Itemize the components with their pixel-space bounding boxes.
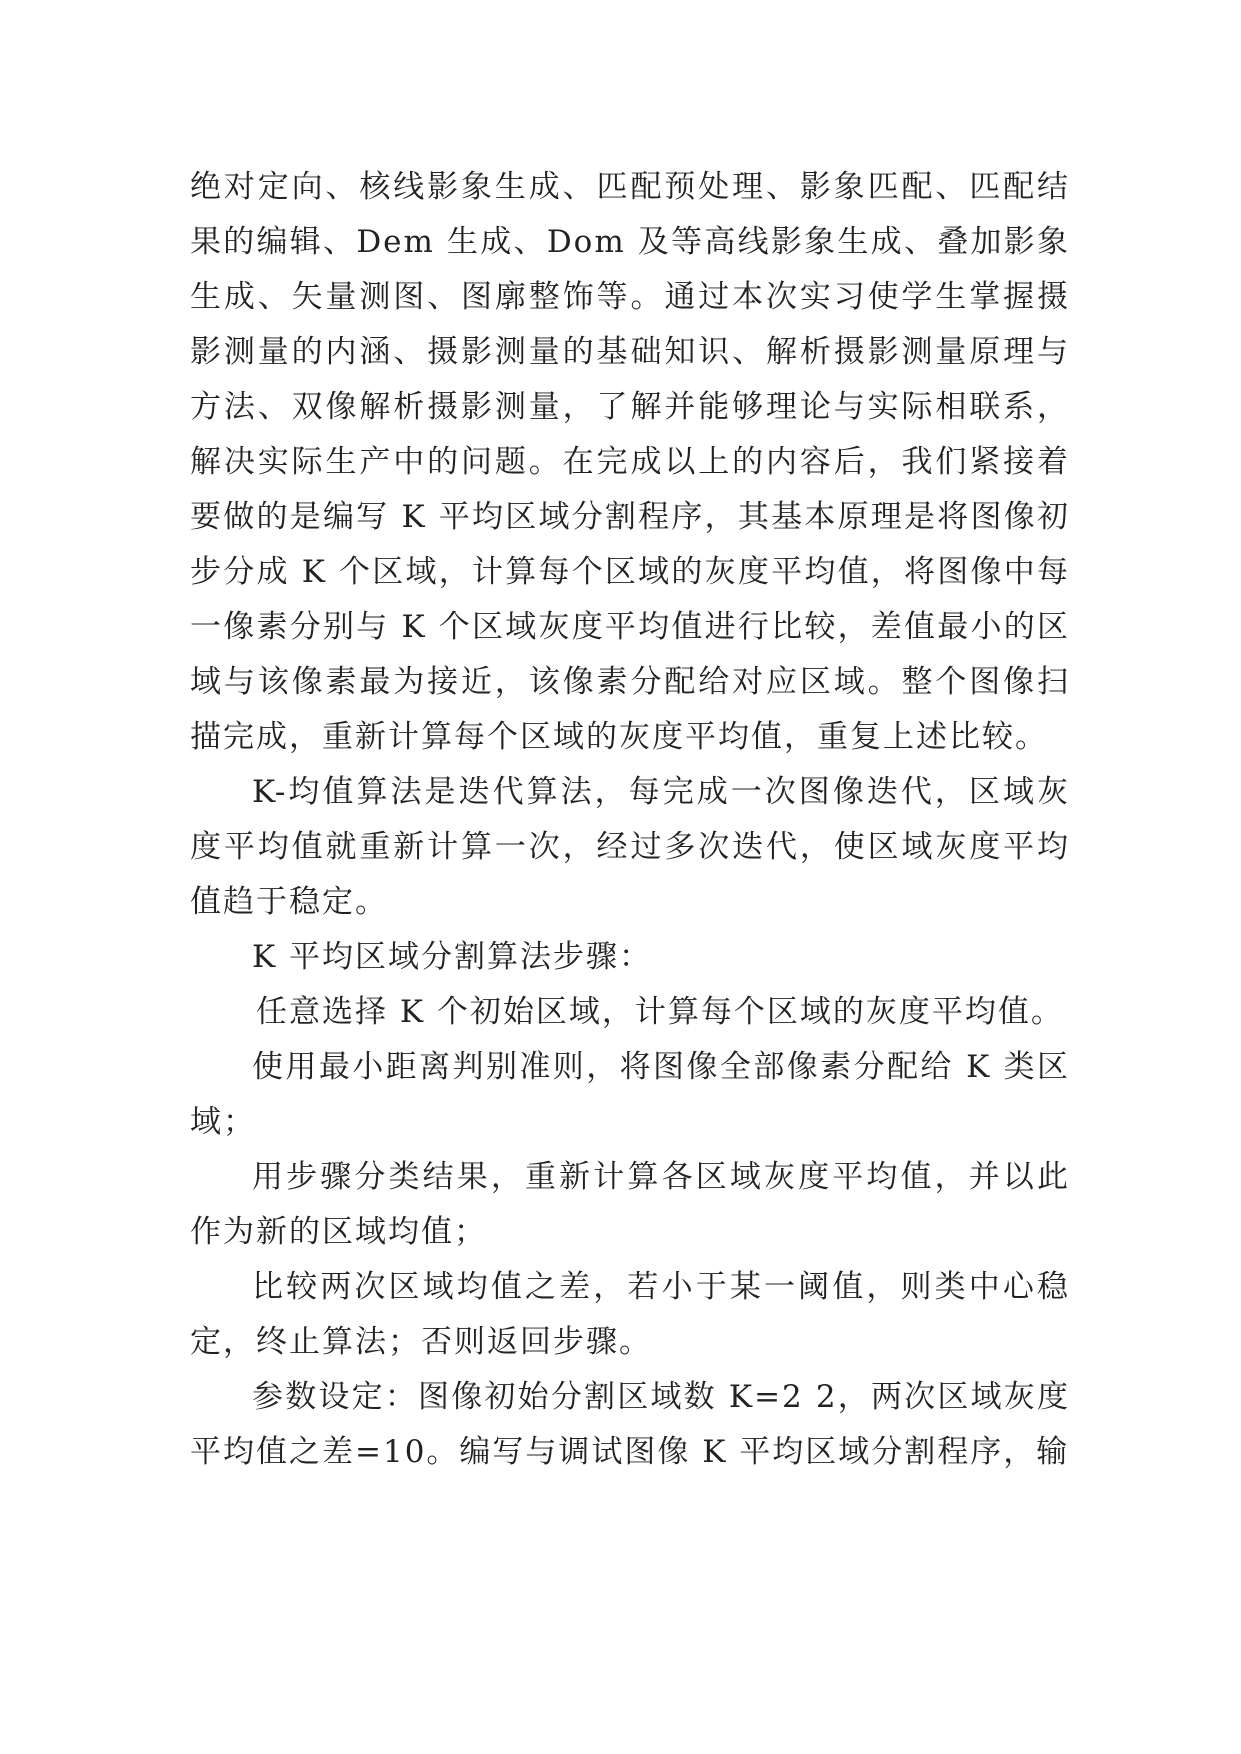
- paragraph-step-3: 用步骤分类结果，重新计算各区域灰度平均值，并以此作为新的区域均值；: [190, 1159, 1070, 1250]
- body-text: [190, 160, 1070, 1480]
- paragraph-intro: 绝对定向、核线影象生成、匹配预处理、影象匹配、匹配结果的编辑、Dem 生成、Dom 及等高线影象生成、叠加影象生成、矢量测图、图廓整饰等。通过本次实习使学生掌握摄影测量的内涵、摄影测量的基础知识、解析摄影测量原理与方法、双像解析摄影测量，了解并能够理论与实际相联系，解决实际生产中的问题。在完成以上的内容后，我们紧接着要做的是编写 K 平均区域分割程序，其基本原理是将图像初步分成 K 个区域，计算每个区域的灰度平均值，将图像中每一像素分别与 K 个区域灰度平均值进行比较，差值最小的区域与该像素最为接近，该像素分配给对应区域。整个图像扫描完成，重新计算每个区域的灰度平均值，重复上述比较。: [190, 169, 1070, 755]
- paragraph-step-1: 任意选择 K 个初始区域，计算每个区域的灰度平均值。: [256, 994, 1064, 1030]
- paragraph-kmeans-iteration: K-均值算法是迭代算法，每完成一次图像迭代，区域灰度平均值就重新计算一次，经过多次迭代，使区域灰度平均值趋于稳定。: [190, 774, 1070, 920]
- paragraph-parameters: 参数设定：图像初始分割区域数 K=2 2，两次区域灰度平均值之差=10。编写与调试图像 K 平均区域分割程序，输: [190, 1379, 1070, 1470]
- paragraph-steps-heading: K 平均区域分割算法步骤：: [252, 939, 653, 975]
- paragraph-step-2: 使用最小距离判别准则，将图像全部像素分配给 K 类区域；: [190, 1049, 1070, 1140]
- paragraph-step-4: 比较两次区域均值之差，若小于某一阈值，则类中心稳定，终止算法；否则返回步骤。: [190, 1269, 1070, 1360]
